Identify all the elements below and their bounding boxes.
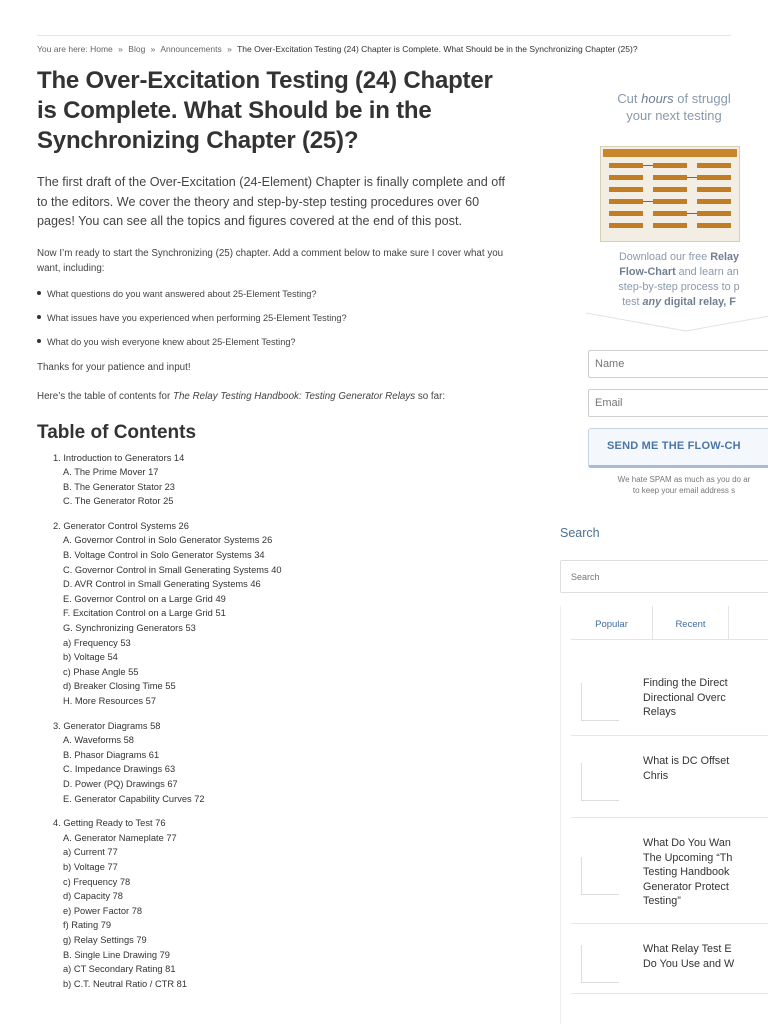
flowchart-box — [653, 175, 687, 180]
list-item[interactable] — [571, 924, 768, 994]
flowchart-box — [697, 199, 731, 204]
flowchart-box — [609, 187, 643, 192]
spam-notice-line: We hate SPAM as much as you do ar — [617, 475, 751, 484]
flowchart-box — [653, 163, 687, 168]
flowchart-header-bar — [603, 149, 737, 157]
post-title-line: Testing” — [643, 895, 681, 907]
optin-description-emphasis: any — [642, 296, 662, 308]
spam-notice — [574, 474, 768, 496]
list-item[interactable] — [571, 818, 768, 924]
optin-headline-emphasis: hours — [641, 91, 674, 106]
post-title-line: Testing Handbook — [643, 866, 730, 878]
post-title-line: Generator Protect — [643, 880, 729, 893]
post-intro-paragraph: Now I’m ready to start the Synchronizing (25) chapter. Add a comment below to make sure I cover what you want, including: — [37, 247, 504, 274]
flowchart-box — [697, 175, 731, 180]
optin-description-text: and learn an — [675, 266, 739, 278]
flowchart-box — [697, 223, 731, 228]
toc-entry: D. Power (PQ) Drawings 67 — [63, 778, 178, 789]
post-title-link[interactable] — [643, 676, 768, 720]
toc-entry: d) Breaker Closing Time 55 — [63, 681, 176, 692]
post-title-line: Finding the Direct — [643, 677, 728, 689]
toc-entry: C. The Generator Rotor 25 — [63, 496, 174, 507]
toc-entry: F. Excitation Control on a Large Grid 51 — [63, 608, 226, 619]
name-field[interactable] — [588, 350, 768, 378]
list-item: What issues have you experienced when performing 25-Element Testing? — [37, 312, 517, 324]
flowchart-connector — [643, 165, 653, 166]
toc-section — [53, 519, 517, 709]
list-item[interactable] — [571, 736, 768, 818]
search-widget-title: Search — [560, 526, 600, 540]
toc-entry: H. More Resources 57 — [63, 696, 157, 706]
optin-headline-text: of struggl — [673, 91, 731, 106]
toc-entry: G. Synchronizing Generators 53 — [63, 623, 196, 634]
optin-description-text: step-by-step process to p — [618, 281, 740, 293]
send-flowchart-button[interactable]: SEND ME THE FLOW-CH — [588, 428, 768, 468]
toc-section-title: 1. Introduction to Generators 14 — [53, 452, 185, 463]
breadcrumb-current: The Over-Excitation Testing (24) Chapter is Complete. What Should be in the Synchronizing Chapter (25)? — [237, 44, 638, 54]
list-item[interactable] — [571, 658, 768, 736]
flowchart-box — [609, 163, 643, 168]
header-divider — [37, 35, 731, 36]
breadcrumb-prefix: You are here: — [37, 44, 88, 54]
post-title: The Over-Excitation Testing (24) Chapter is Complete. What Should be in the Synchronizing Chapter (25)? — [37, 67, 493, 154]
post-content — [37, 66, 517, 1001]
optin-description-bold: Relay — [710, 251, 740, 263]
toc-intro-prefix: Here’s the table of contents for — [37, 390, 173, 402]
post-thumbnail[interactable] — [581, 857, 619, 895]
optin-description-bold: digital relay, F — [661, 296, 736, 308]
toc-entry: c) Frequency 78 — [63, 876, 131, 887]
toc-entry: E. Generator Capability Curves 72 — [63, 793, 205, 804]
post-lead-paragraph: The first draft of the Over-Excitation (24-Element) Chapter is finally complete and off to the editors. We cover the theory and step-by-step testing procedures over 60 pages! You can see all the topics and figures covered at the end of this post. — [37, 175, 506, 228]
toc-entry: C. Governor Control in Small Generating Systems 40 — [63, 564, 282, 575]
flowchart-box — [609, 211, 643, 216]
optin-headline-text: Cut — [617, 91, 642, 106]
toc-entry: A. Governor Control in Solo Generator Systems 26 — [63, 535, 273, 546]
toc-entry: a) CT Secondary Rating 81 — [63, 964, 176, 975]
flowchart-box — [653, 187, 687, 192]
post-title-line: Chris — [643, 769, 669, 782]
toc-entry: f) Rating 79 — [63, 920, 112, 931]
list-item: What do you wish everyone knew about 25-Element Testing? — [37, 336, 517, 348]
toc-entry: b) C.T. Neutral Ratio / CTR 81 — [63, 978, 187, 989]
flowchart-thumbnail — [600, 146, 740, 242]
post-title-line: Directional Overc — [643, 691, 726, 704]
toc-intro-paragraph — [37, 389, 517, 404]
toc-entry: C. Impedance Drawings 63 — [63, 764, 176, 775]
thanks-paragraph: Thanks for your patience and input! — [37, 361, 191, 373]
post-thumbnail[interactable] — [581, 945, 619, 983]
flowchart-box — [609, 223, 643, 228]
flowchart-box — [697, 163, 731, 168]
toc-entry: g) Relay Settings 79 — [63, 934, 147, 945]
post-title-line: The Upcoming “Th — [643, 851, 733, 864]
tab-bar — [571, 606, 768, 640]
toc-entry: e) Power Factor 78 — [63, 905, 143, 916]
toc-entry: B. The Generator Stator 23 — [63, 481, 175, 492]
post-thumbnail[interactable] — [581, 763, 619, 801]
sidebar — [560, 66, 768, 1024]
toc-section — [53, 816, 517, 991]
post-title-line: What Relay Test E — [643, 943, 732, 955]
table-of-contents — [53, 451, 517, 992]
post-thumbnail[interactable] — [581, 683, 619, 721]
optin-headline-line2: your next testing — [626, 108, 722, 123]
toc-section-title: 3. Generator Diagrams 58 — [53, 720, 161, 731]
list-item: What questions do you want answered about 25-Element Testing? — [37, 288, 517, 300]
breadcrumb-separator: » — [150, 44, 156, 54]
toc-entry: a) Current 77 — [63, 847, 118, 858]
toc-entry: d) Capacity 78 — [63, 891, 123, 902]
post-title-line: Relays — [643, 706, 677, 718]
toc-entry: A. Generator Nameplate 77 — [63, 832, 177, 843]
post-title-line: What is DC Offset — [643, 755, 730, 767]
toc-entry: B. Phasor Diagrams 61 — [63, 749, 160, 760]
post-title-line: What Do You Wan — [643, 837, 731, 849]
book-title: The Relay Testing Handbook: Testing Generator Relays — [172, 390, 416, 402]
toc-entry: D. AVR Control in Small Generating Systems 46 — [63, 579, 261, 590]
flowchart-connector — [643, 201, 653, 202]
post-title-link[interactable] — [643, 942, 768, 971]
optin-headline — [574, 90, 768, 124]
toc-entry: B. Single Line Drawing 79 — [63, 949, 170, 960]
toc-entry: a) Frequency 53 — [63, 637, 131, 648]
flowchart-connector — [687, 213, 697, 214]
toc-intro-suffix: so far: — [415, 390, 446, 402]
posts-tabs-widget — [560, 606, 768, 1024]
search-input[interactable] — [560, 560, 768, 593]
toc-entry: b) Voltage 54 — [63, 652, 118, 663]
tab-recent[interactable]: Recent — [653, 606, 729, 640]
flowchart-box — [653, 223, 687, 228]
breadcrumb — [37, 44, 757, 54]
toc-entry: B. Voltage Control in Solo Generator Systems 34 — [63, 550, 265, 561]
toc-entry: E. Governor Control on a Large Grid 49 — [63, 593, 226, 604]
chevron-divider-icon — [586, 311, 768, 335]
optin-description — [574, 250, 768, 310]
flowchart-box — [697, 211, 731, 216]
flowchart-box — [653, 211, 687, 216]
breadcrumb-separator: » — [227, 44, 232, 54]
tab-popular[interactable]: Popular — [571, 606, 653, 640]
breadcrumb-announcements-link[interactable]: Announcements — [160, 44, 222, 54]
flowchart-connector — [687, 177, 697, 178]
toc-section-title: 4. Getting Ready to Test 76 — [53, 818, 166, 829]
post-title-line: Do You Use and W — [643, 957, 735, 970]
spam-notice-line: to keep your email address s — [632, 486, 736, 495]
toc-entry: c) Phase Angle 55 — [63, 666, 139, 677]
toc-entry: A. The Prime Mover 17 — [63, 467, 159, 478]
breadcrumb-blog-link[interactable]: Blog — [128, 44, 146, 54]
optin-description-text: test — [622, 296, 643, 308]
toc-section-title: 2. Generator Control Systems 26 — [53, 520, 189, 531]
toc-entry: b) Voltage 77 — [63, 861, 118, 872]
breadcrumb-home-link[interactable]: Home — [90, 44, 113, 54]
toc-heading: Table of Contents — [37, 421, 197, 443]
toc-section — [53, 451, 517, 509]
toc-entry: A. Waveforms 58 — [63, 735, 134, 746]
flowchart-box — [609, 175, 643, 180]
email-field[interactable] — [588, 389, 768, 417]
toc-section — [53, 719, 517, 807]
breadcrumb-separator: » — [118, 44, 123, 54]
post-title-link[interactable] — [643, 754, 768, 783]
optin-description-bold: Flow-Chart — [619, 266, 676, 278]
optin-description-text: Download our free — [618, 251, 711, 263]
flowchart-box — [697, 187, 731, 192]
flowchart-box — [653, 199, 687, 204]
question-list — [37, 288, 517, 348]
flowchart-box — [609, 199, 643, 204]
post-title-link[interactable] — [643, 836, 768, 909]
